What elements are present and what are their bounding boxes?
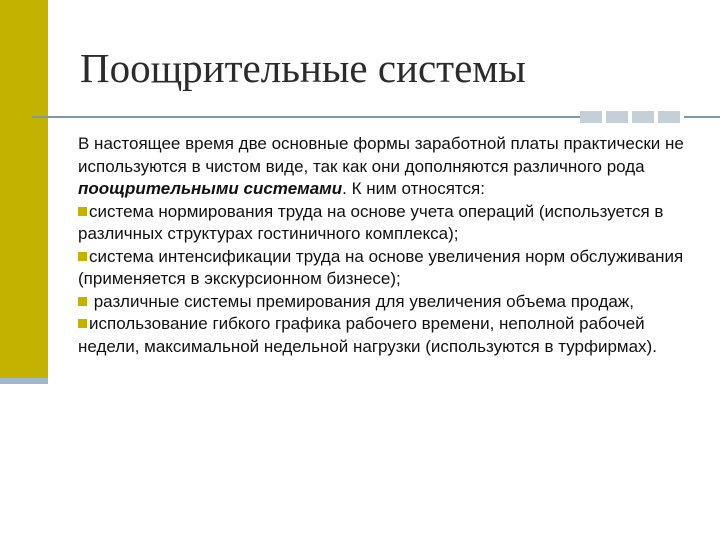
list-item-text: использование гибкого графика рабочего времени, неполной рабочей недели, максимальной недельной нагрузки (используются в турфирмах).	[78, 314, 657, 356]
list-item-text: система интенсификации труда на основе увеличения норм обслуживания (применяется в экскурсионном бизнесе);	[78, 246, 684, 288]
list-item-text: различные системы премирования для увеличения объема продаж,	[89, 291, 634, 311]
slide-body	[78, 133, 688, 358]
intro-emphasis: поощрительными системами	[78, 179, 343, 198]
slide-title: Поощрительные системы	[80, 45, 526, 91]
square-bullet-icon	[78, 252, 87, 261]
square-bullet-icon	[78, 297, 87, 306]
list-item	[78, 201, 688, 246]
square-bullet-icon	[78, 207, 87, 216]
list-item	[78, 313, 688, 358]
intro-text-part2: . К ним относятся:	[342, 179, 485, 198]
divider-accent-stripes	[580, 111, 684, 123]
square-bullet-icon	[78, 319, 87, 328]
list-item-text: система нормирования труда на основе учета операций (используется в различных структурах гостиничного комплекса);	[78, 201, 664, 243]
intro-paragraph	[78, 133, 688, 201]
sidebar-accent-bar	[0, 0, 48, 384]
sidebar-bottom-stripe	[0, 378, 48, 384]
intro-text-part1: В настоящее время две основные формы заработной платы практически не используются в чистом виде, так как они дополняются различного рода	[78, 134, 684, 176]
list-item	[78, 291, 688, 314]
list-item	[78, 246, 688, 291]
